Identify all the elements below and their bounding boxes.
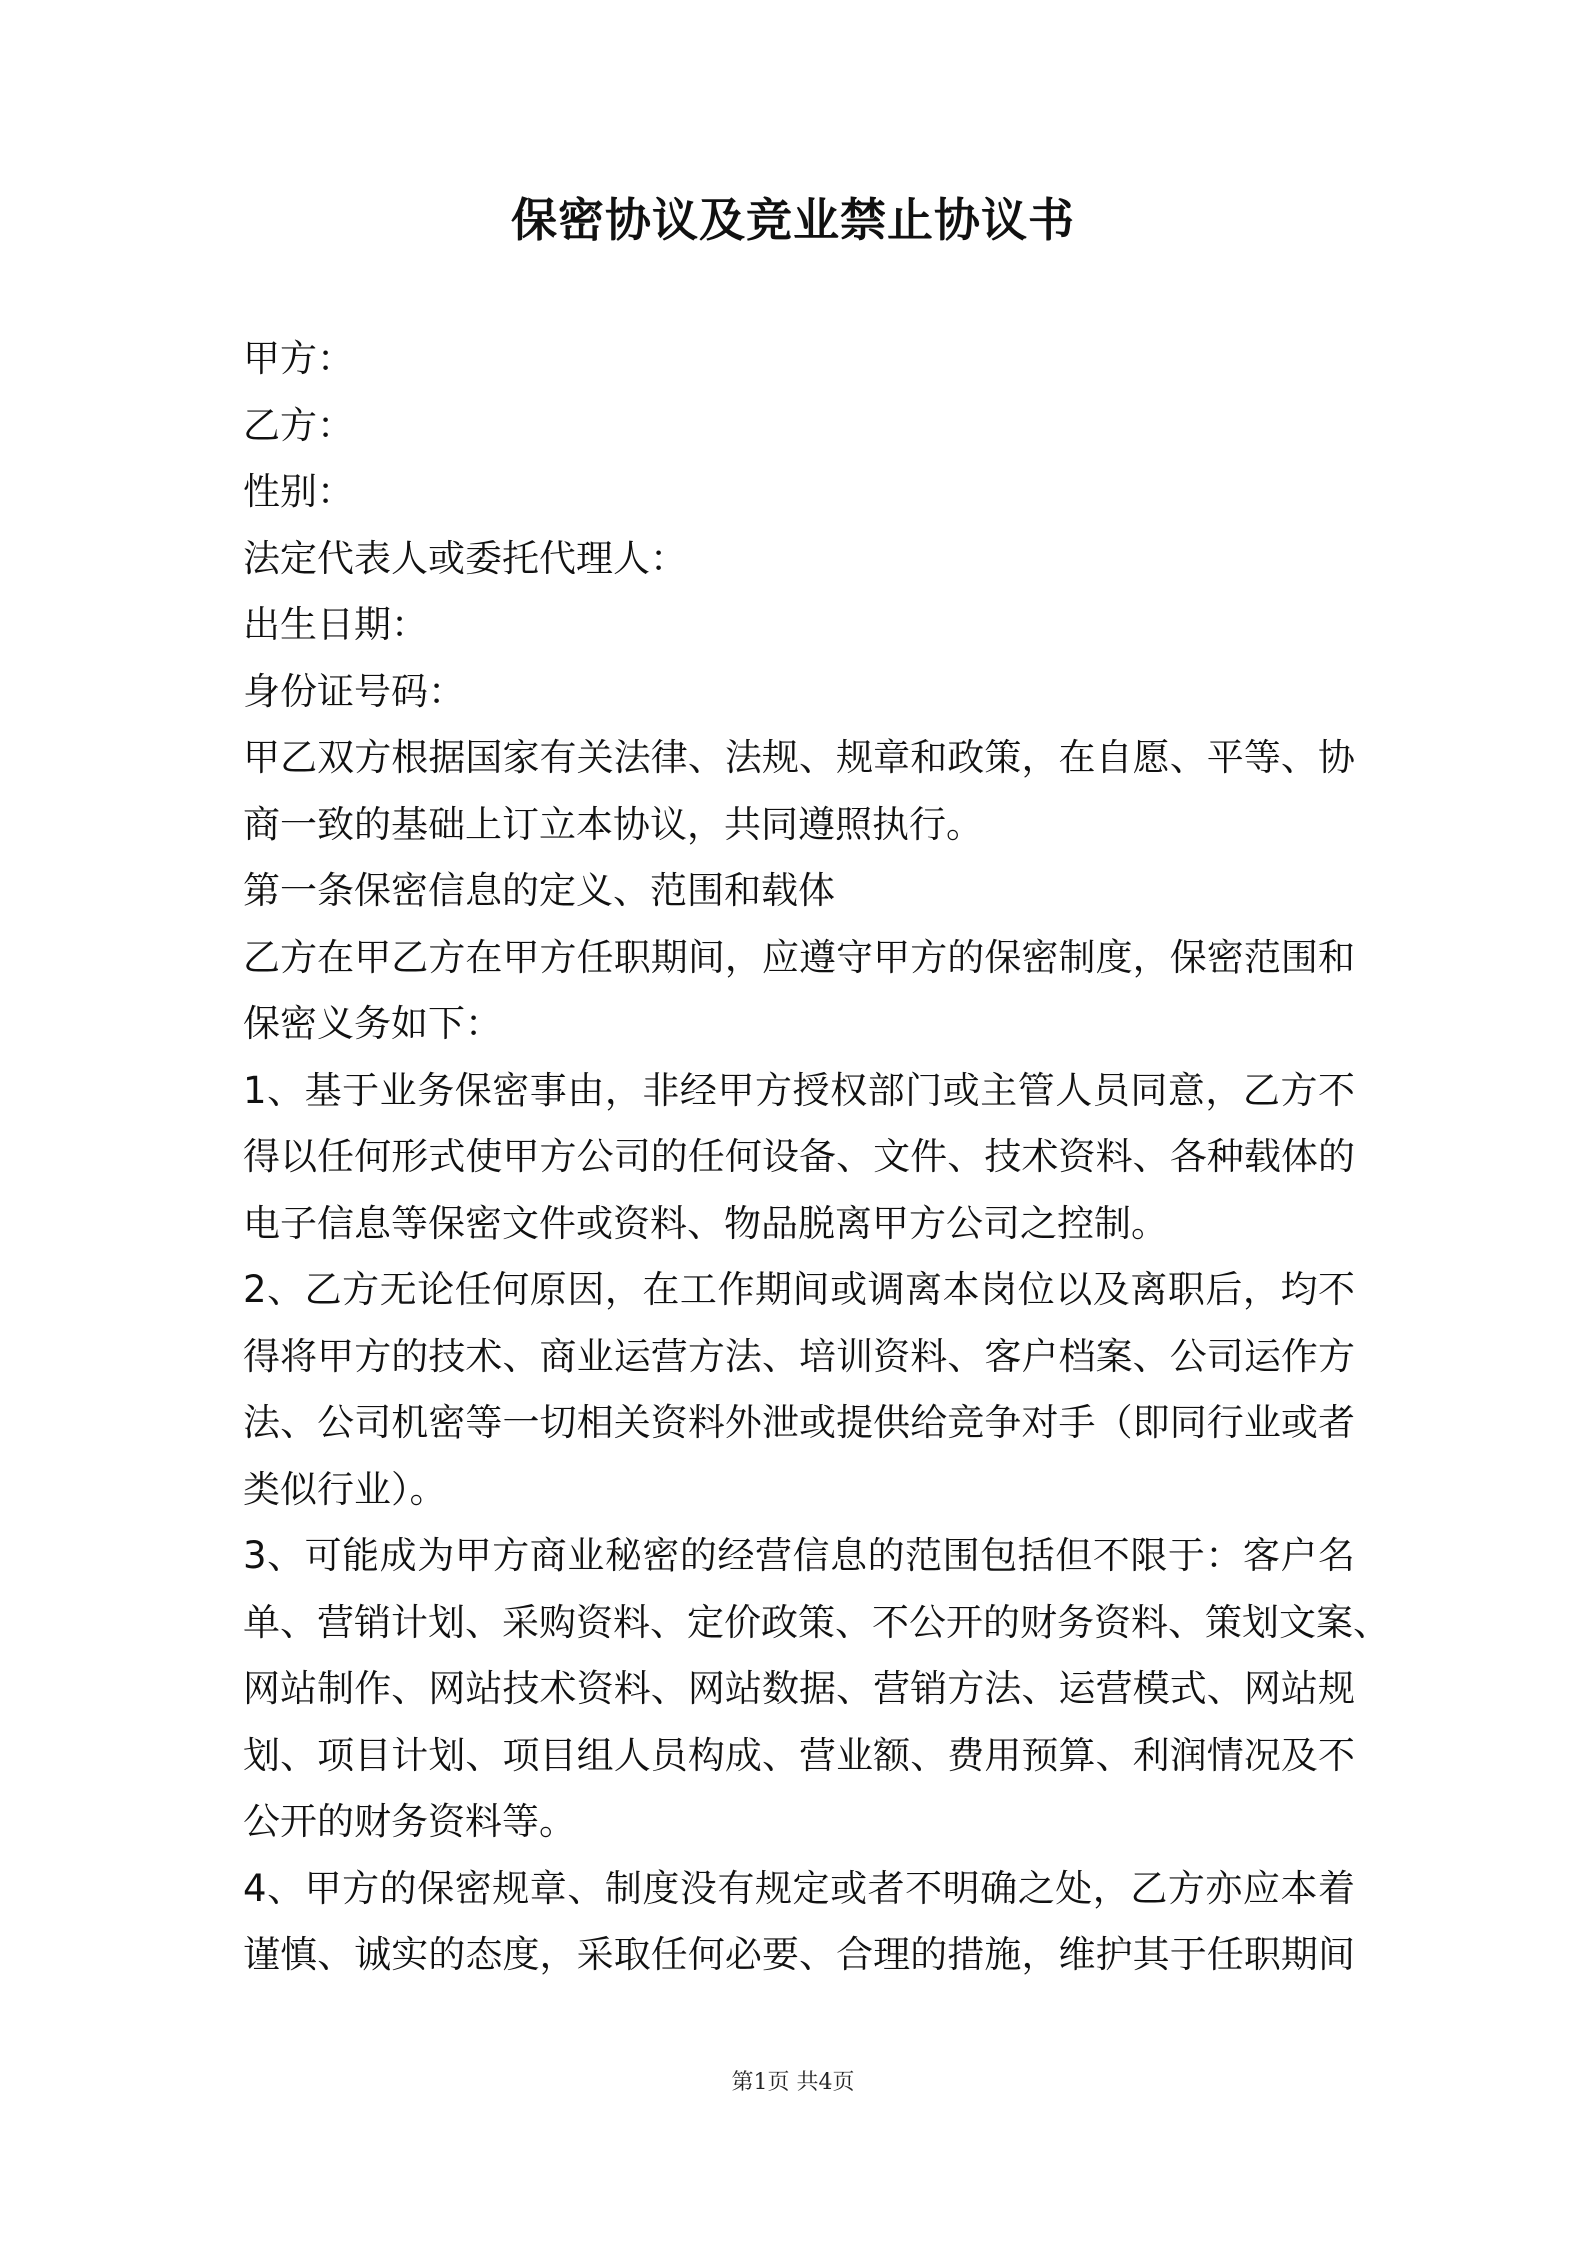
body-line: 甲乙双方根据国家有关法律、法规、规章和政策，在自愿、平等、协 <box>243 736 1355 779</box>
body-line: 3、可能成为甲方商业秘密的经营信息的范围包括但不限于：客户名 <box>243 1534 1355 1577</box>
page-footer: 第1页 共4页 <box>731 2070 855 2095</box>
body-line: 单、营销计划、采购资料、定价政策、不公开的财务资料、策划文案、 <box>243 1600 1390 1644</box>
body-line: 保密义务如下： <box>243 1002 502 1045</box>
body-line: 法定代表人或委托代理人： <box>243 536 687 580</box>
body-line: 2、乙方无论任何原因，在工作期间或调离本岗位以及离职后，均不 <box>243 1268 1355 1311</box>
body-line: 商一致的基础上订立本协议，共同遵照执行。 <box>243 802 983 846</box>
body-line: 法、公司机密等一切相关资料外泄或提供给竞争对手（即同行业或者 <box>243 1401 1355 1444</box>
body-line: 谨慎、诚实的态度，采取任何必要、合理的措施，维护其于任职期间 <box>243 1933 1355 1976</box>
body-line: 公开的财务资料等。 <box>243 1800 576 1843</box>
body-line: 划、项目计划、项目组人员构成、营业额、费用预算、利润情况及不 <box>243 1733 1355 1777</box>
body-line: 1、基于业务保密事由，非经甲方授权部门或主管人员同意，乙方不 <box>243 1068 1355 1112</box>
document-title: 保密协议及竞业禁止协议书 <box>511 193 1075 247</box>
body-line: 得以任何形式使甲方公司的任何设备、文件、技术资料、各种载体的 <box>243 1135 1355 1178</box>
body-line: 电子信息等保密文件或资料、物品脱离甲方公司之控制。 <box>243 1201 1168 1245</box>
body-line: 身份证号码： <box>243 669 465 713</box>
document-body <box>243 326 1390 1989</box>
body-line: 甲方： <box>243 337 354 380</box>
body-line: 得将甲方的技术、商业运营方法、培训资料、客户档案、公司运作方 <box>243 1334 1355 1378</box>
body-line: 性别： <box>243 470 354 513</box>
body-line: 出生日期： <box>243 603 428 646</box>
body-line: 网站制作、网站技术资料、网站数据、营销方法、运营模式、网站规 <box>243 1667 1355 1710</box>
body-line: 类似行业）。 <box>243 1467 447 1511</box>
body-line: 4、甲方的保密规章、制度没有规定或者不明确之处，乙方亦应本着 <box>243 1866 1355 1910</box>
body-line: 乙方在甲乙方在甲方任职期间，应遵守甲方的保密制度，保密范围和 <box>243 935 1355 979</box>
body-line: 第一条保密信息的定义、范围和载体 <box>243 869 835 912</box>
body-line: 乙方： <box>243 403 354 447</box>
